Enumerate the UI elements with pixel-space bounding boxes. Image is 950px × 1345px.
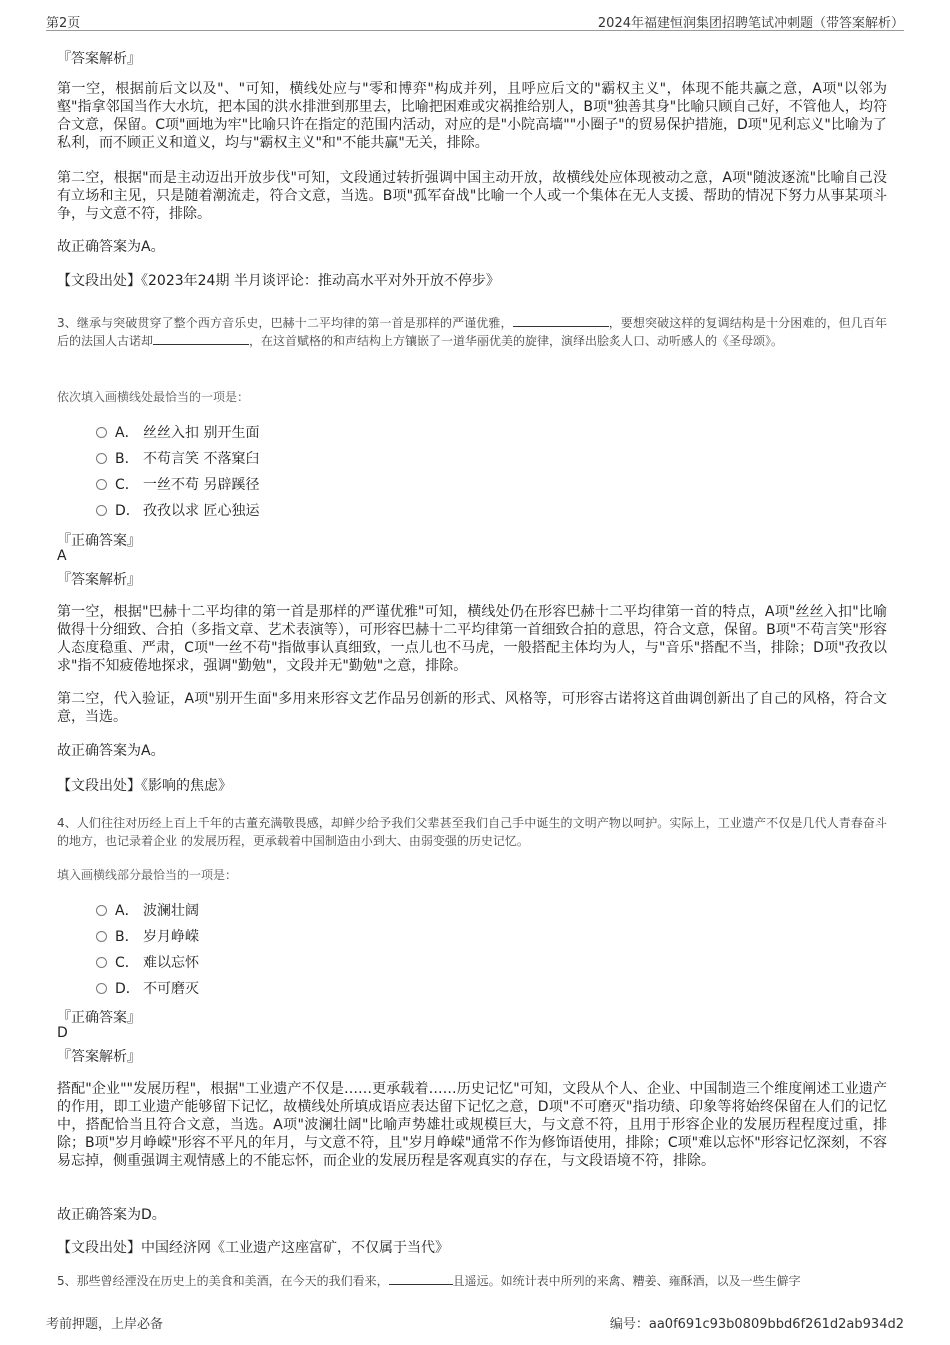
radio-icon[interactable] bbox=[96, 479, 107, 490]
question-stem: 5、那些曾经湮没在历史上的美食和美酒，在今天的我们看来， 且遥远。如统计表中所列的来禽、糟姜、雍酥酒，以及一些生僻字 bbox=[57, 1274, 801, 1288]
option-a[interactable]: A． 丝丝入扣 别开生面 bbox=[96, 423, 259, 443]
analysis-paragraph: 第二空，根据"而是主动迈出开放步伐"可知，文段通过转折强调中国主动开放，故横线处应体现被动之意，A项"随波逐流"比喻自己没有立场和主见，只是随着潮流走，符合文意，当选。B项"孤军奋战"比喻一个人或一个集体在无人支援、帮助的情况下努力从事某项斗争，与文意不符，排除。 bbox=[57, 170, 887, 222]
source-citation: 【文段出处】《影响的焦虑》 bbox=[57, 778, 232, 794]
question-prompt: 依次填入画横线处最恰当的一项是： bbox=[57, 390, 250, 404]
analysis-paragraph: 搭配"企业""发展历程"，根据"工业遗产不仅是……更承载着……历史记忆"可知，文段从个人、企业、中国制造三个维度阐述工业遗产的作用，即工业遗产能够留下记忆，故横线处所填成语应表达留下记忆之意，D项"不可磨灭"指功绩、印象等将始终保留在人们的记忆中，搭配恰当且符合文意，当选。A项"波澜壮阔"比喻声势雄壮或规模巨大，与文意不符，且用于形容企业的发展历程程度过重，排除；B项"岁月峥嵘"形容不平凡的年月，与文意不符，且"岁月峥嵘"通常不作为修饰语使用，排除；C项"难以忘怀"形容记忆深刻，不容易忘掉，侧重强调主观情感上的不能忘怀，而企业的发展历程是客观真实的存在，与文段语境不符，排除。 bbox=[57, 1081, 887, 1169]
radio-icon[interactable] bbox=[96, 453, 107, 464]
document-id: 编号：aa0f691c93b0809bbd6f261d2ab934d2 bbox=[609, 1317, 904, 1332]
correct-answer: A bbox=[57, 548, 67, 564]
footer-slogan: 考前押题，上岸必备 bbox=[46, 1317, 164, 1332]
source-citation: 【文段出处】《2023年24期 半月谈评论：推动高水平对外开放不停步》 bbox=[57, 273, 500, 289]
radio-icon[interactable] bbox=[96, 905, 107, 916]
fill-blank bbox=[389, 1273, 453, 1285]
option-c[interactable]: C． 难以忘怀 bbox=[96, 953, 199, 973]
page-header bbox=[46, 10, 904, 31]
correct-answer-label: 『正确答案』 bbox=[57, 533, 141, 549]
answer-analysis-label: 『答案解析』 bbox=[57, 1049, 141, 1065]
radio-icon[interactable] bbox=[96, 505, 107, 516]
analysis-paragraph: 第二空，代入验证，A项"别开生面"多用来形容文艺作品另创新的形式、风格等，可形容古诺将这首曲调创新出了自己的风格，符合文意，当选。 bbox=[57, 691, 887, 725]
correct-answer: D bbox=[57, 1025, 68, 1041]
analysis-paragraph: 第一空，根据"巴赫十二平均律的第一首是那样的严谨优雅"可知，横线处仍在形容巴赫十二平均律第一首的特点，A项"丝丝入扣"比喻做得十分细致、合拍（多指文章、艺术表演等），可形容巴赫十二平均律第一首细致合拍的意思，符合文意，保留。B项"不苟言笑"形容人态度稳重、严肃，C项"一丝不苟"指做事认真细致，一点儿也不马虎，一般搭配主体均为人，与"音乐"搭配不当，排除；D项"孜孜以求"指不知疲倦地探求，强调"勤勉"，文段并无"勤勉"之意，排除。 bbox=[57, 604, 887, 674]
option-d[interactable]: D． 不可磨灭 bbox=[96, 979, 199, 999]
fill-blank bbox=[513, 315, 609, 327]
radio-icon[interactable] bbox=[96, 983, 107, 994]
conclusion: 故正确答案为A。 bbox=[57, 743, 165, 759]
question-stem: 3、继承与突破贯穿了整个西方音乐史，巴赫十二平均律的第一首是那样的严谨优雅， ，要想突破这样的复调结构是十分困难的，但几百年后的法国人古诺却 ，在这首赋格的和声结构上方镶嵌了一道华丽优美的旋律，演绎出脍炙人口、动听感人的《圣母颂》。 bbox=[57, 316, 887, 348]
option-a[interactable]: A． 波澜壮阔 bbox=[96, 901, 199, 921]
answer-analysis-label: 『答案解析』 bbox=[57, 51, 141, 67]
fill-blank bbox=[153, 333, 249, 345]
question-stem: 4、人们往往对历经上百上千年的古董充满敬畏感，却鲜少给予我们父辈甚至我们自己手中诞生的文明产物以呵护。实际上，工业遗产不仅是几代人青春奋斗的地方，也记录着企业 的发展历程，更承载着中国制造由小到大、由弱变强的历史记忆。 bbox=[57, 816, 887, 848]
answer-analysis-label: 『答案解析』 bbox=[57, 572, 141, 588]
correct-answer-label: 『正确答案』 bbox=[57, 1010, 141, 1026]
conclusion: 故正确答案为D。 bbox=[57, 1207, 166, 1223]
source-citation: 【文段出处】中国经济网《工业遗产这座富矿，不仅属于当代》 bbox=[57, 1240, 449, 1256]
radio-icon[interactable] bbox=[96, 931, 107, 942]
page-number: 第2页 bbox=[46, 16, 81, 31]
option-b[interactable]: B． 岁月峥嵘 bbox=[96, 927, 199, 947]
analysis-paragraph: 第一空，根据前后文以及"、"可知，横线处应与"零和博弈"构成并列，且呼应后文的"霸权主义"，体现不能共赢之意，A项"以邻为壑"指拿邻国当作大水坑，把本国的洪水排泄到那里去，比喻把困难或灾祸推给别人，B项"独善其身"比喻只顾自己好，不管他人，均符合文意，保留。C项"画地为牢"比喻只许在指定的范围内活动，对应的是"小院高墙""小圈子"的贸易保护措施，D项"见利忘义"比喻为了私利，而不顾正义和道义，均与"霸权主义"和"不能共赢"无关，排除。 bbox=[57, 81, 887, 151]
document-title: 2024年福建恒润集团招聘笔试冲刺题（带答案解析） bbox=[597, 16, 904, 31]
conclusion: 故正确答案为A。 bbox=[57, 239, 165, 255]
question-prompt: 填入画横线部分最恰当的一项是： bbox=[57, 868, 238, 882]
radio-icon[interactable] bbox=[96, 427, 107, 438]
radio-icon[interactable] bbox=[96, 957, 107, 968]
option-d[interactable]: D． 孜孜以求 匠心独运 bbox=[96, 501, 259, 521]
option-b[interactable]: B． 不苟言笑 不落窠臼 bbox=[96, 449, 259, 469]
option-c[interactable]: C． 一丝不苟 另辟蹊径 bbox=[96, 475, 259, 495]
